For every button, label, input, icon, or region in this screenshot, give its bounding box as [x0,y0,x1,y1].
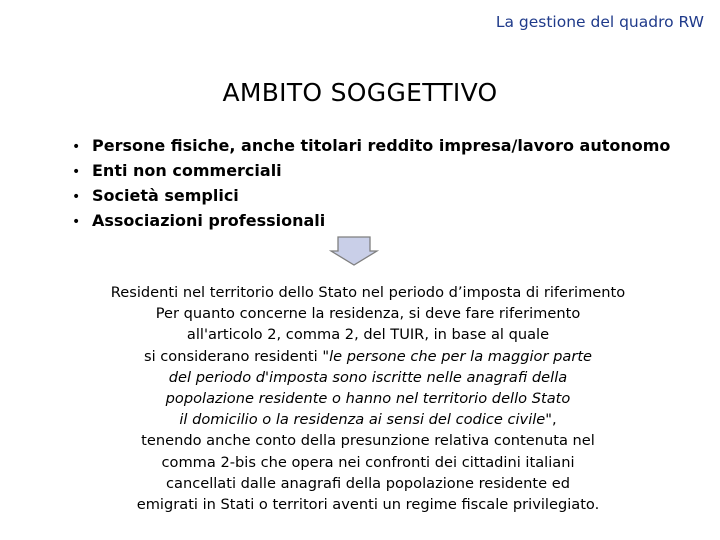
body-line: Per quanto concerne la residenza, si deve fare riferimento [155,305,581,323]
bullet-label: Associazioni professionali [92,211,326,230]
body-line: emigrati in Stati o territori aventi un regime fiscale privilegiato. [136,496,600,514]
body-line-italic: popolazione residente o hanno nel territorio dello Stato [165,390,571,408]
bullet-label: Enti non commerciali [92,161,282,180]
body-text-italic: le persone che per la maggior parte [329,347,593,365]
bullet-item-enti-non-commerciali [72,159,670,184]
bullet-item-societa-semplici [72,184,670,209]
bullet-dot: • [72,214,81,230]
body-text-normal: si considerano residenti " [143,347,330,365]
bullet-list [72,134,670,234]
body-line: comma 2-bis che opera nei confronti dei cittadini italiani [161,453,575,471]
body-line [72,409,664,430]
bullet-label: Società semplici [92,186,239,205]
bullet-dot: • [72,139,81,155]
slide-title: AMBITO SOGGETTIVO [222,78,498,107]
body-text-italic: il domicilio o la residenza ai sensi del codice civile [179,411,546,429]
body-line: Residenti nel territorio dello Stato nel periodo d’imposta di riferimento [110,284,626,301]
body-line: cancellati dalle anagrafi della popolazione residente ed [165,474,570,492]
residence-explanation [72,282,664,515]
body-line-italic: del periodo d'imposta sono iscritte nelle anagrafi della [168,368,568,386]
down-arrow-icon [329,236,379,266]
bullet-item-persone-fisiche [72,134,670,159]
presentation-header-title: La gestione del quadro RW [495,13,704,31]
bullet-dot: • [72,164,81,180]
bullet-item-associazioni-professionali [72,209,670,234]
body-text-normal: ", [545,411,557,429]
body-line [72,346,664,367]
body-line: all'articolo 2, comma 2, del TUIR, in base al quale [186,326,550,344]
bullet-dot: • [72,189,81,205]
bullet-label: Persone fisiche, anche titolari reddito impresa/lavoro autonomo [92,136,671,155]
body-line: tenendo anche conto della presunzione relativa contenuta nel [141,432,595,450]
